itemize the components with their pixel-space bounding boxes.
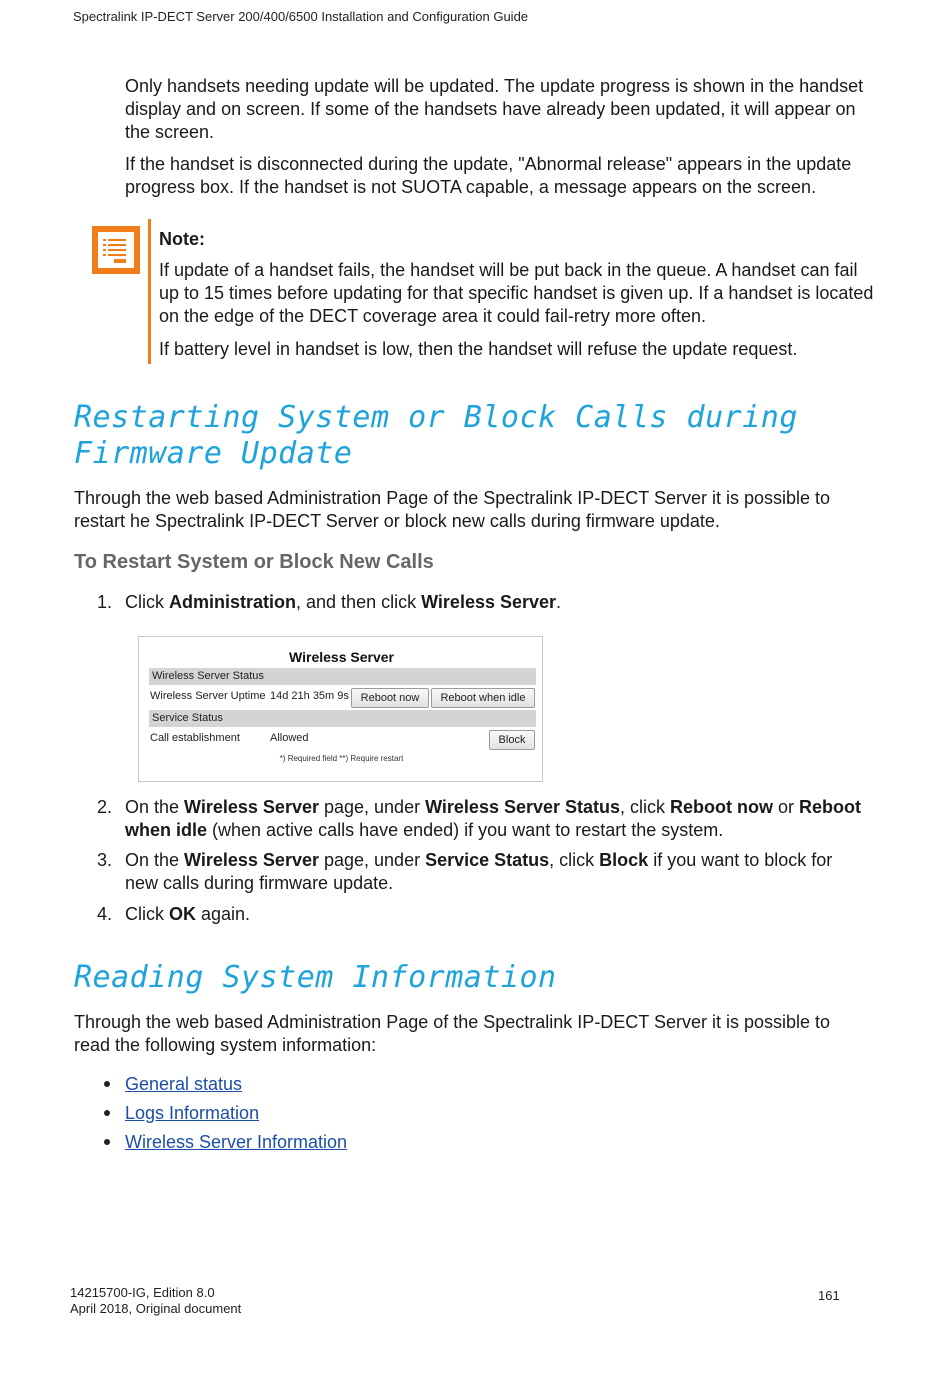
link-logs-information[interactable]: Logs Information xyxy=(125,1103,260,1123)
bullet-icon xyxy=(104,1110,110,1116)
uptime-label: Wireless Server Uptime xyxy=(150,690,266,702)
link-wireless-server-information[interactable]: Wireless Server Information xyxy=(125,1132,348,1152)
uptime-value: 14d 21h 35m 9s xyxy=(270,690,349,702)
step-number: 4. xyxy=(97,904,113,924)
wireless-server-status-header: Wireless Server Status xyxy=(149,668,536,685)
step-3 xyxy=(97,849,867,895)
block-button[interactable]: Block xyxy=(489,730,535,750)
section-heading-reading: Reading System Information xyxy=(74,960,557,995)
footer-doc-info xyxy=(70,1285,241,1317)
step-number: 3. xyxy=(97,850,113,870)
note-paragraph-1: If update of a handset fails, the handset will be put back in the queue. A handset can fail up to 15 times before updating for that specific handset is given up. If a handset is located on the edge of the DECT coverage area it could fail-retry more often. xyxy=(159,260,874,326)
bullet-icon xyxy=(104,1081,110,1087)
step-text: Click Administration, and then click Wireless Server. xyxy=(125,592,562,612)
step-text: Click OK again. xyxy=(125,904,251,924)
procedure-heading: To Restart System or Block New Calls xyxy=(74,551,434,573)
section1-body: Through the web based Administration Page of the Spectralink IP-DECT Server it is possible to restart he Spectralink IP-DECT Server or block new calls during firmware update. xyxy=(74,488,831,531)
step-number: 1. xyxy=(97,592,113,612)
note-paragraph-2: If battery level in handset is low, then the handset will refuse the update request. xyxy=(159,339,798,359)
section2-body: Through the web based Administration Page of the Spectralink IP-DECT Server it is possible to read the following system information: xyxy=(74,1012,831,1055)
call-establishment-label: Call establishment xyxy=(150,732,240,744)
figure-title: Wireless Server xyxy=(289,649,394,665)
wireless-server-screenshot xyxy=(138,636,543,782)
section-heading-restarting: Restarting System or Block Calls during Firmware Update xyxy=(74,400,798,471)
intro-paragraph-2: If the handset is disconnected during the update, "Abnormal release" appears in the update progress box. If the handset is not SUOTA capable, a message appears on the screen. xyxy=(125,154,852,197)
call-establishment-value: Allowed xyxy=(270,732,309,744)
service-status-header: Service Status xyxy=(149,710,536,727)
step-number: 2. xyxy=(97,797,113,817)
reboot-when-idle-button[interactable]: Reboot when idle xyxy=(431,688,535,708)
page-header: Spectralink IP-DECT Server 200/400/6500 Installation and Configuration Guide xyxy=(73,9,529,24)
note-accent-bar xyxy=(148,219,151,364)
note-icon xyxy=(92,226,140,274)
step-text: On the Wireless Server page, under Wireless Server Status, click Reboot now or Reboot when idle (when active calls have ended) if you want to restart the system. xyxy=(125,797,862,840)
page-number: 161 xyxy=(818,1288,840,1303)
bullet-icon xyxy=(104,1139,110,1145)
intro-paragraph-1: Only handsets needing update will be updated. The update progress is shown in the handset display and on screen. If some of the handsets have already been updated, it will appear on the screen. xyxy=(125,76,864,142)
note-title: Note: xyxy=(159,229,205,249)
step-text: On the Wireless Server page, under Service Status, click Block if you want to block for new calls during firmware update. xyxy=(125,850,833,893)
figure-footnote: *) Required field **) Require restart xyxy=(279,754,404,763)
step-2 xyxy=(97,796,867,842)
footer-date: April 2018, Original document xyxy=(70,1301,242,1316)
footer-doc-id: 14215700-IG, Edition 8.0 xyxy=(70,1285,215,1300)
link-general-status[interactable]: General status xyxy=(125,1074,243,1094)
reboot-now-button[interactable]: Reboot now xyxy=(351,688,429,708)
